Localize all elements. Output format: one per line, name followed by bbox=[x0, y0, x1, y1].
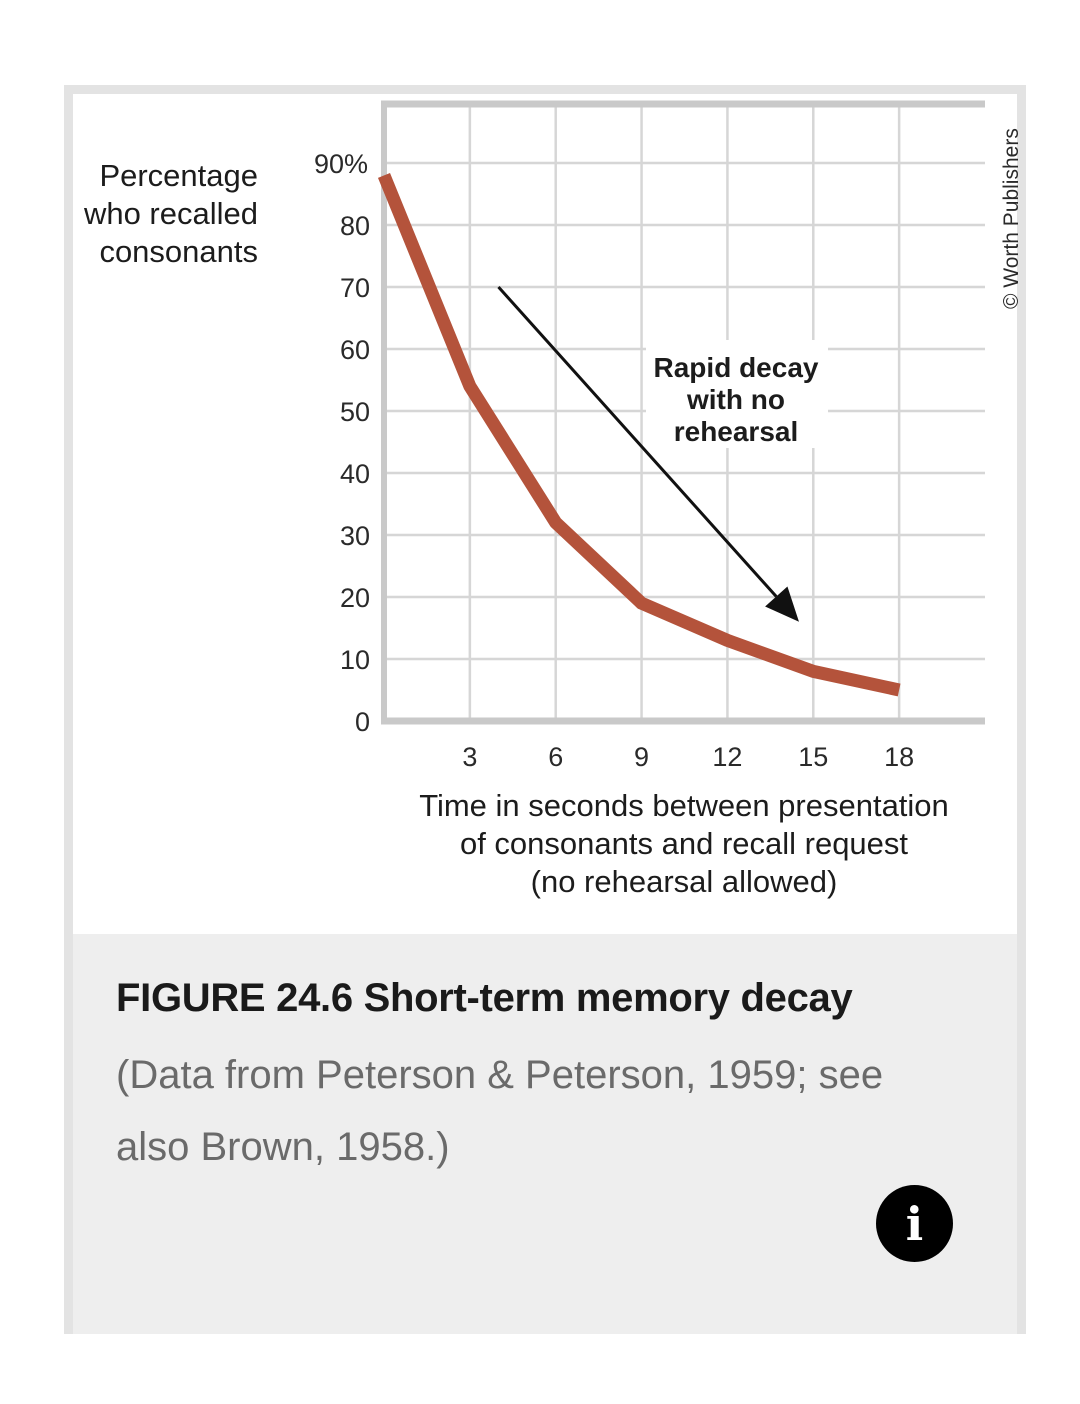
x-tick-label: 15 bbox=[798, 742, 829, 772]
x-tick-label: 6 bbox=[548, 742, 564, 772]
chart bbox=[73, 94, 1023, 934]
figure-title: FIGURE 24.6 Short-term memory decay bbox=[116, 976, 853, 1020]
info-button[interactable] bbox=[876, 1185, 953, 1262]
y-axis-label: who recalled bbox=[83, 196, 258, 231]
y-tick-label: 40 bbox=[339, 459, 370, 489]
info-icon: i bbox=[905, 1196, 924, 1251]
x-axis-label: of consonants and recall request bbox=[459, 826, 909, 861]
credit-label: © Worth Publishers bbox=[1000, 128, 1023, 309]
y-tick-label: 50 bbox=[339, 397, 370, 427]
y-tick-label: 60 bbox=[339, 335, 370, 365]
annotation-label: Rapid decay bbox=[653, 352, 819, 383]
annotation-label: with no bbox=[687, 384, 785, 415]
y-tick-label: 90% bbox=[313, 149, 368, 179]
y-tick-label: 20 bbox=[339, 583, 370, 613]
y-tick-label: 30 bbox=[339, 521, 370, 551]
x-tick-label: 3 bbox=[462, 742, 478, 772]
x-tick-label: 18 bbox=[884, 742, 915, 772]
figure-source-note: (Data from Peterson & Peterson, 1959; see also Brown, 1958.) bbox=[116, 1053, 884, 1169]
y-tick-label: 70 bbox=[339, 273, 370, 303]
x-tick-label: 12 bbox=[712, 742, 743, 772]
chart-area bbox=[73, 94, 1023, 934]
caption-panel bbox=[73, 934, 1017, 1334]
figure-card bbox=[64, 85, 1026, 1334]
x-tick-label: 9 bbox=[634, 742, 650, 772]
x-axis-label: Time in seconds between presentation bbox=[419, 788, 949, 823]
y-axis-label: Percentage bbox=[99, 158, 258, 193]
y-axis-label: consonants bbox=[99, 234, 258, 269]
annotation-label: rehearsal bbox=[673, 416, 799, 447]
y-tick-label: 10 bbox=[339, 645, 370, 675]
y-tick-label: 0 bbox=[354, 707, 370, 737]
x-axis-label: (no rehearsal allowed) bbox=[530, 864, 838, 899]
y-tick-label: 80 bbox=[339, 211, 370, 241]
